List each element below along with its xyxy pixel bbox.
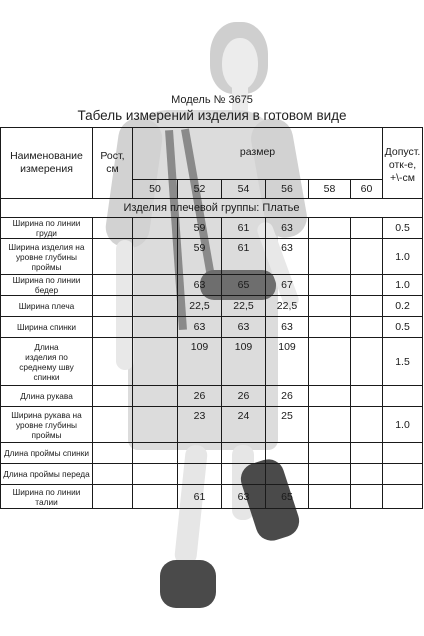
table-row bbox=[1, 338, 423, 386]
row-value bbox=[351, 485, 383, 509]
row-value bbox=[266, 443, 309, 464]
row-value: 23 bbox=[178, 407, 222, 443]
row-value: 63 bbox=[266, 317, 309, 338]
row-value bbox=[309, 464, 351, 485]
size-56: 56 bbox=[266, 180, 309, 199]
row-value bbox=[133, 296, 178, 317]
garment-group: Изделия плечевой группы: Платье bbox=[1, 199, 423, 218]
column-header-size: размер bbox=[133, 128, 383, 180]
row-label: Ширина спинки bbox=[1, 317, 93, 338]
row-value bbox=[309, 275, 351, 296]
row-value: 22,5 bbox=[266, 296, 309, 317]
row-value bbox=[133, 239, 178, 275]
photo-face bbox=[222, 38, 258, 90]
row-value bbox=[309, 218, 351, 239]
row-height bbox=[93, 464, 133, 485]
row-tolerance: 1.0 bbox=[383, 407, 423, 443]
column-header-tolerance: Допуст. отк-е, +\-см bbox=[383, 128, 423, 199]
table-row bbox=[1, 407, 423, 443]
row-value: 63 bbox=[266, 239, 309, 275]
photo-shoe-left bbox=[160, 560, 216, 608]
size-58: 58 bbox=[309, 180, 351, 199]
row-value: 24 bbox=[222, 407, 266, 443]
measurement-table bbox=[0, 127, 423, 509]
row-tolerance bbox=[383, 485, 423, 509]
row-tolerance bbox=[383, 443, 423, 464]
row-value bbox=[351, 464, 383, 485]
row-tolerance: 1.0 bbox=[383, 275, 423, 296]
row-value bbox=[351, 275, 383, 296]
row-tolerance bbox=[383, 464, 423, 485]
row-value: 22,5 bbox=[222, 296, 266, 317]
row-value: 22,5 bbox=[178, 296, 222, 317]
row-value bbox=[351, 407, 383, 443]
row-tolerance: 0.5 bbox=[383, 218, 423, 239]
size-52: 52 bbox=[178, 180, 222, 199]
row-label: Ширина рукава на уровне глубины проймы bbox=[1, 407, 93, 443]
row-value: 109 bbox=[178, 338, 222, 386]
row-value bbox=[133, 338, 178, 386]
row-value bbox=[309, 443, 351, 464]
table-row bbox=[1, 239, 423, 275]
row-value: 26 bbox=[178, 386, 222, 407]
row-value bbox=[309, 338, 351, 386]
row-value: 61 bbox=[222, 239, 266, 275]
row-value bbox=[133, 218, 178, 239]
row-height bbox=[93, 386, 133, 407]
row-value: 59 bbox=[178, 218, 222, 239]
row-value bbox=[133, 317, 178, 338]
column-header-name: Наименование измерения bbox=[1, 128, 93, 199]
table-row bbox=[1, 464, 423, 485]
row-tolerance bbox=[383, 386, 423, 407]
table-row bbox=[1, 485, 423, 509]
row-value: 65 bbox=[222, 275, 266, 296]
row-height bbox=[93, 239, 133, 275]
row-value: 63 bbox=[178, 317, 222, 338]
row-value: 109 bbox=[222, 338, 266, 386]
row-height bbox=[93, 485, 133, 509]
row-label: Ширина по линии груди bbox=[1, 218, 93, 239]
row-height bbox=[93, 443, 133, 464]
table-row bbox=[1, 218, 423, 239]
row-value: 109 bbox=[266, 338, 309, 386]
row-height bbox=[93, 317, 133, 338]
row-value bbox=[309, 296, 351, 317]
row-value: 61 bbox=[178, 485, 222, 509]
row-value: 65 bbox=[266, 485, 309, 509]
table-title: Табель измерений изделия в готовом виде bbox=[77, 108, 347, 123]
row-height bbox=[93, 218, 133, 239]
size-54: 54 bbox=[222, 180, 266, 199]
row-value: 63 bbox=[222, 485, 266, 509]
group-row bbox=[1, 199, 423, 218]
row-tolerance: 1.5 bbox=[383, 338, 423, 386]
row-label: Ширина по линии бедер bbox=[1, 275, 93, 296]
table-row bbox=[1, 386, 423, 407]
row-value bbox=[178, 464, 222, 485]
size-60: 60 bbox=[351, 180, 383, 199]
row-value bbox=[133, 386, 178, 407]
row-value bbox=[222, 443, 266, 464]
row-label: Длина изделия по среднему шву спинки bbox=[1, 338, 93, 386]
row-value bbox=[266, 464, 309, 485]
row-label: Ширина по линии талии bbox=[1, 485, 93, 509]
row-label: Ширина изделия на уровне глубины проймы bbox=[1, 239, 93, 275]
row-height bbox=[93, 338, 133, 386]
row-label: Длина проймы переда bbox=[1, 464, 93, 485]
row-value: 67 bbox=[266, 275, 309, 296]
row-value bbox=[133, 464, 178, 485]
row-tolerance: 1.0 bbox=[383, 239, 423, 275]
row-value bbox=[351, 239, 383, 275]
row-value bbox=[309, 407, 351, 443]
row-value bbox=[351, 386, 383, 407]
size-50: 50 bbox=[133, 180, 178, 199]
row-value: 26 bbox=[222, 386, 266, 407]
row-height bbox=[93, 296, 133, 317]
table-row bbox=[1, 275, 423, 296]
row-value bbox=[309, 317, 351, 338]
row-value: 26 bbox=[266, 386, 309, 407]
row-value bbox=[178, 443, 222, 464]
model-number: Модель № 3675 bbox=[171, 94, 253, 106]
row-value bbox=[133, 443, 178, 464]
row-value bbox=[222, 464, 266, 485]
row-value bbox=[351, 443, 383, 464]
row-label: Длина проймы спинки bbox=[1, 443, 93, 464]
row-value: 59 bbox=[178, 239, 222, 275]
row-value: 63 bbox=[222, 317, 266, 338]
row-value bbox=[351, 296, 383, 317]
row-value bbox=[351, 218, 383, 239]
row-value: 25 bbox=[266, 407, 309, 443]
row-value: 61 bbox=[222, 218, 266, 239]
row-value bbox=[309, 386, 351, 407]
table-row bbox=[1, 317, 423, 338]
row-label: Длина рукава bbox=[1, 386, 93, 407]
row-value bbox=[309, 239, 351, 275]
row-value bbox=[133, 275, 178, 296]
row-tolerance: 0.2 bbox=[383, 296, 423, 317]
row-value bbox=[351, 338, 383, 386]
row-value bbox=[351, 317, 383, 338]
row-value bbox=[309, 485, 351, 509]
row-value: 63 bbox=[266, 218, 309, 239]
row-label: Ширина плеча bbox=[1, 296, 93, 317]
row-height bbox=[93, 275, 133, 296]
table-row bbox=[1, 296, 423, 317]
row-value: 63 bbox=[178, 275, 222, 296]
table-row bbox=[1, 443, 423, 464]
header-row bbox=[1, 128, 423, 180]
row-tolerance: 0.5 bbox=[383, 317, 423, 338]
row-height bbox=[93, 407, 133, 443]
column-header-height: Рост, см bbox=[93, 128, 133, 199]
row-value bbox=[133, 485, 178, 509]
row-value bbox=[133, 407, 178, 443]
